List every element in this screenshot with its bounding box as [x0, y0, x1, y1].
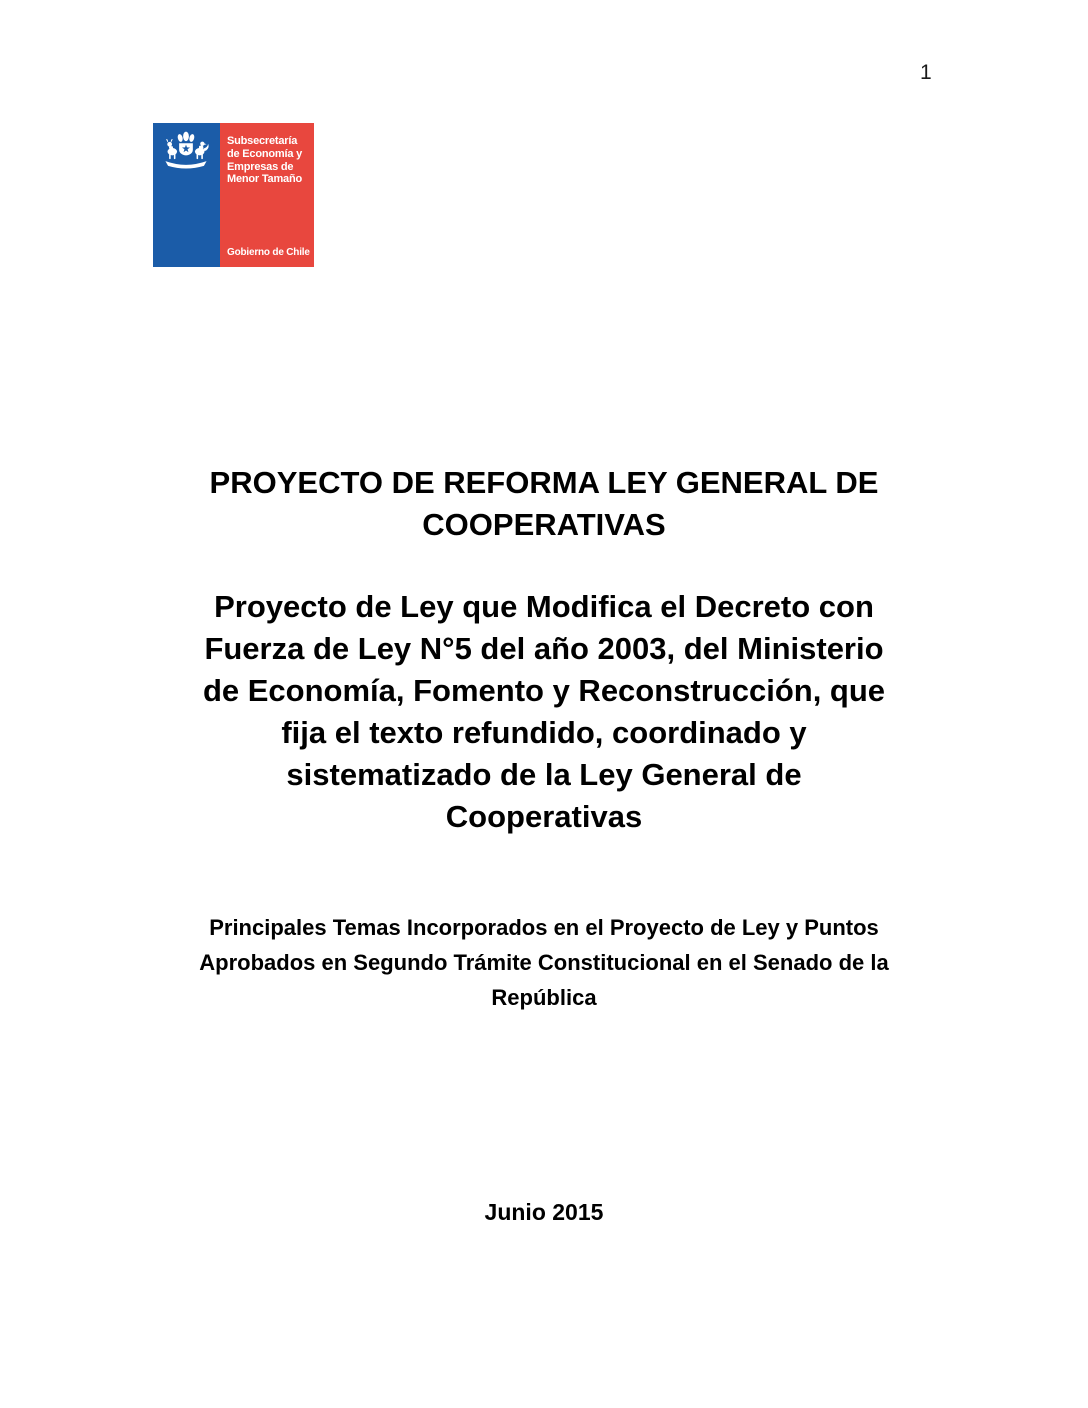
chile-coat-of-arms-icon — [157, 129, 215, 177]
document-date: Junio 2015 — [484, 1199, 604, 1225]
document-subtitle: Proyecto de Ley que Modifica el Decreto con Fuerza de Ley N°5 del año 2003, del Ministerio de Economía, Fomento y Reconstrucción, que fija el texto refundido, coordinado y sistematizado de la Ley General de Cooperativas — [202, 589, 886, 834]
logo-blue-panel — [153, 123, 220, 267]
page-number: 1 — [920, 61, 932, 84]
document-title: PROYECTO DE REFORMA LEY GENERAL DE COOPERATIVAS — [209, 465, 879, 542]
logo-agency-name: Subsecretaría de Economía y Empresas de Menor Tamaño — [227, 135, 303, 186]
section-heading: Principales Temas Incorporados en el Proyecto de Ley y Puntos Aprobados en Segundo Trámite Constitucional en el Senado de la República — [199, 915, 889, 1010]
logo-red-panel — [220, 123, 314, 267]
gobierno-de-chile-logo — [153, 123, 314, 267]
logo-government-label: Gobierno de Chile — [227, 247, 310, 258]
